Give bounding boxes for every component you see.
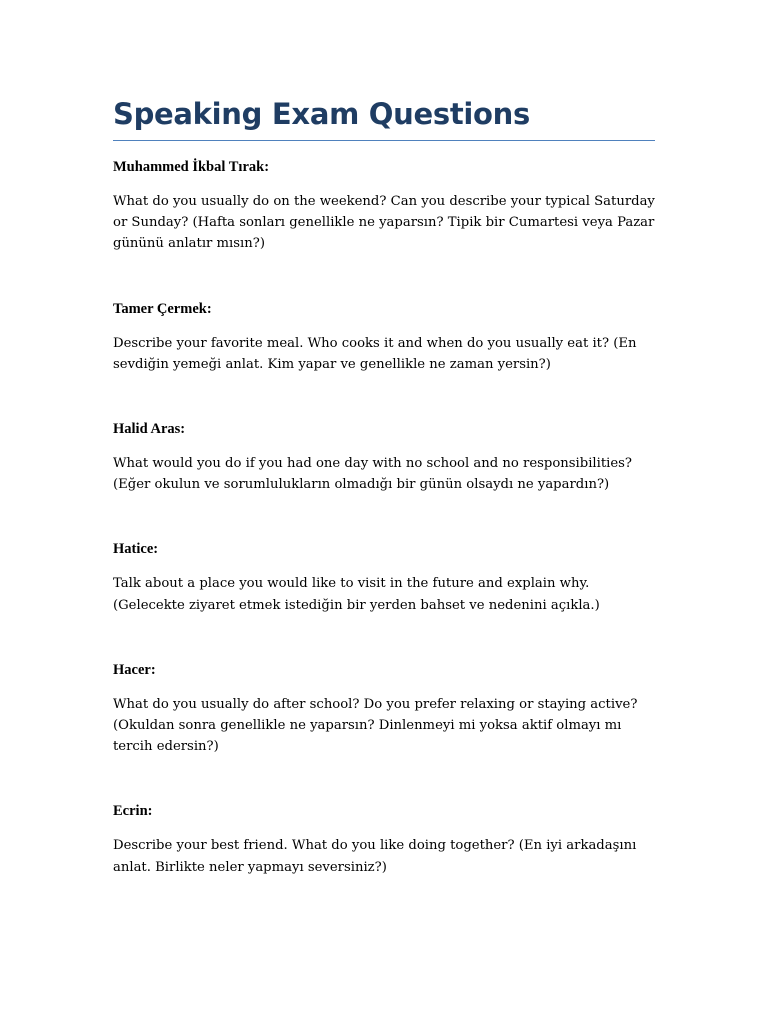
question-text: Describe your favorite meal. Who cooks it and when do you usually eat it? (En sevdiğin yemeği anlat. Kim yapar ve genellikle ne zaman yersin?) (113, 335, 637, 372)
student-name: Muhammed İkbal Tırak: (113, 159, 270, 175)
question-text: What do you usually do after school? Do you prefer relaxing or staying active? (Okuldan sonra genellikle ne yaparsın? Dinlenmeyi mi yoksa aktif olmayı mı tercih edersin?) (113, 696, 638, 755)
student-name: Tamer Çermek: (113, 300, 212, 317)
student-name: Halid Aras: (113, 421, 186, 438)
student-name: Hatice: (113, 541, 159, 558)
question-entry (113, 801, 655, 877)
question-entry (113, 157, 655, 255)
question-text: Talk about a place you would like to visit in the future and explain why. (Gelecekte ziyaret etmek istediğin bir yerden bahset ve nedenini açıkla.) (113, 576, 600, 613)
question-entry (113, 539, 655, 615)
document-page (113, 94, 655, 878)
question-entry (113, 660, 655, 758)
document-title: Speaking Exam Questions (113, 94, 655, 141)
question-text: Describe your best friend. What do you like doing together? (En iyi arkadaşını anlat. Birlikte neler yapmayı seversiniz?) (113, 838, 637, 875)
question-entry (113, 419, 655, 495)
student-name: Ecrin: (113, 803, 153, 820)
question-text: What would you do if you had one day with no school and no responsibilities? (Eğer okulun ve sorumlulukların olmadığı bir günün olsaydı ne yapardın?) (113, 456, 633, 493)
question-text: What do you usually do on the weekend? Can you describe your typical Saturday or Sunday? (Hafta sonları genellikle ne yaparsın? Tipik bir Cumartesi veya Pazar gününü anlatır mısın?) (113, 194, 655, 252)
student-name: Hacer: (113, 661, 156, 678)
question-entry (113, 299, 655, 375)
